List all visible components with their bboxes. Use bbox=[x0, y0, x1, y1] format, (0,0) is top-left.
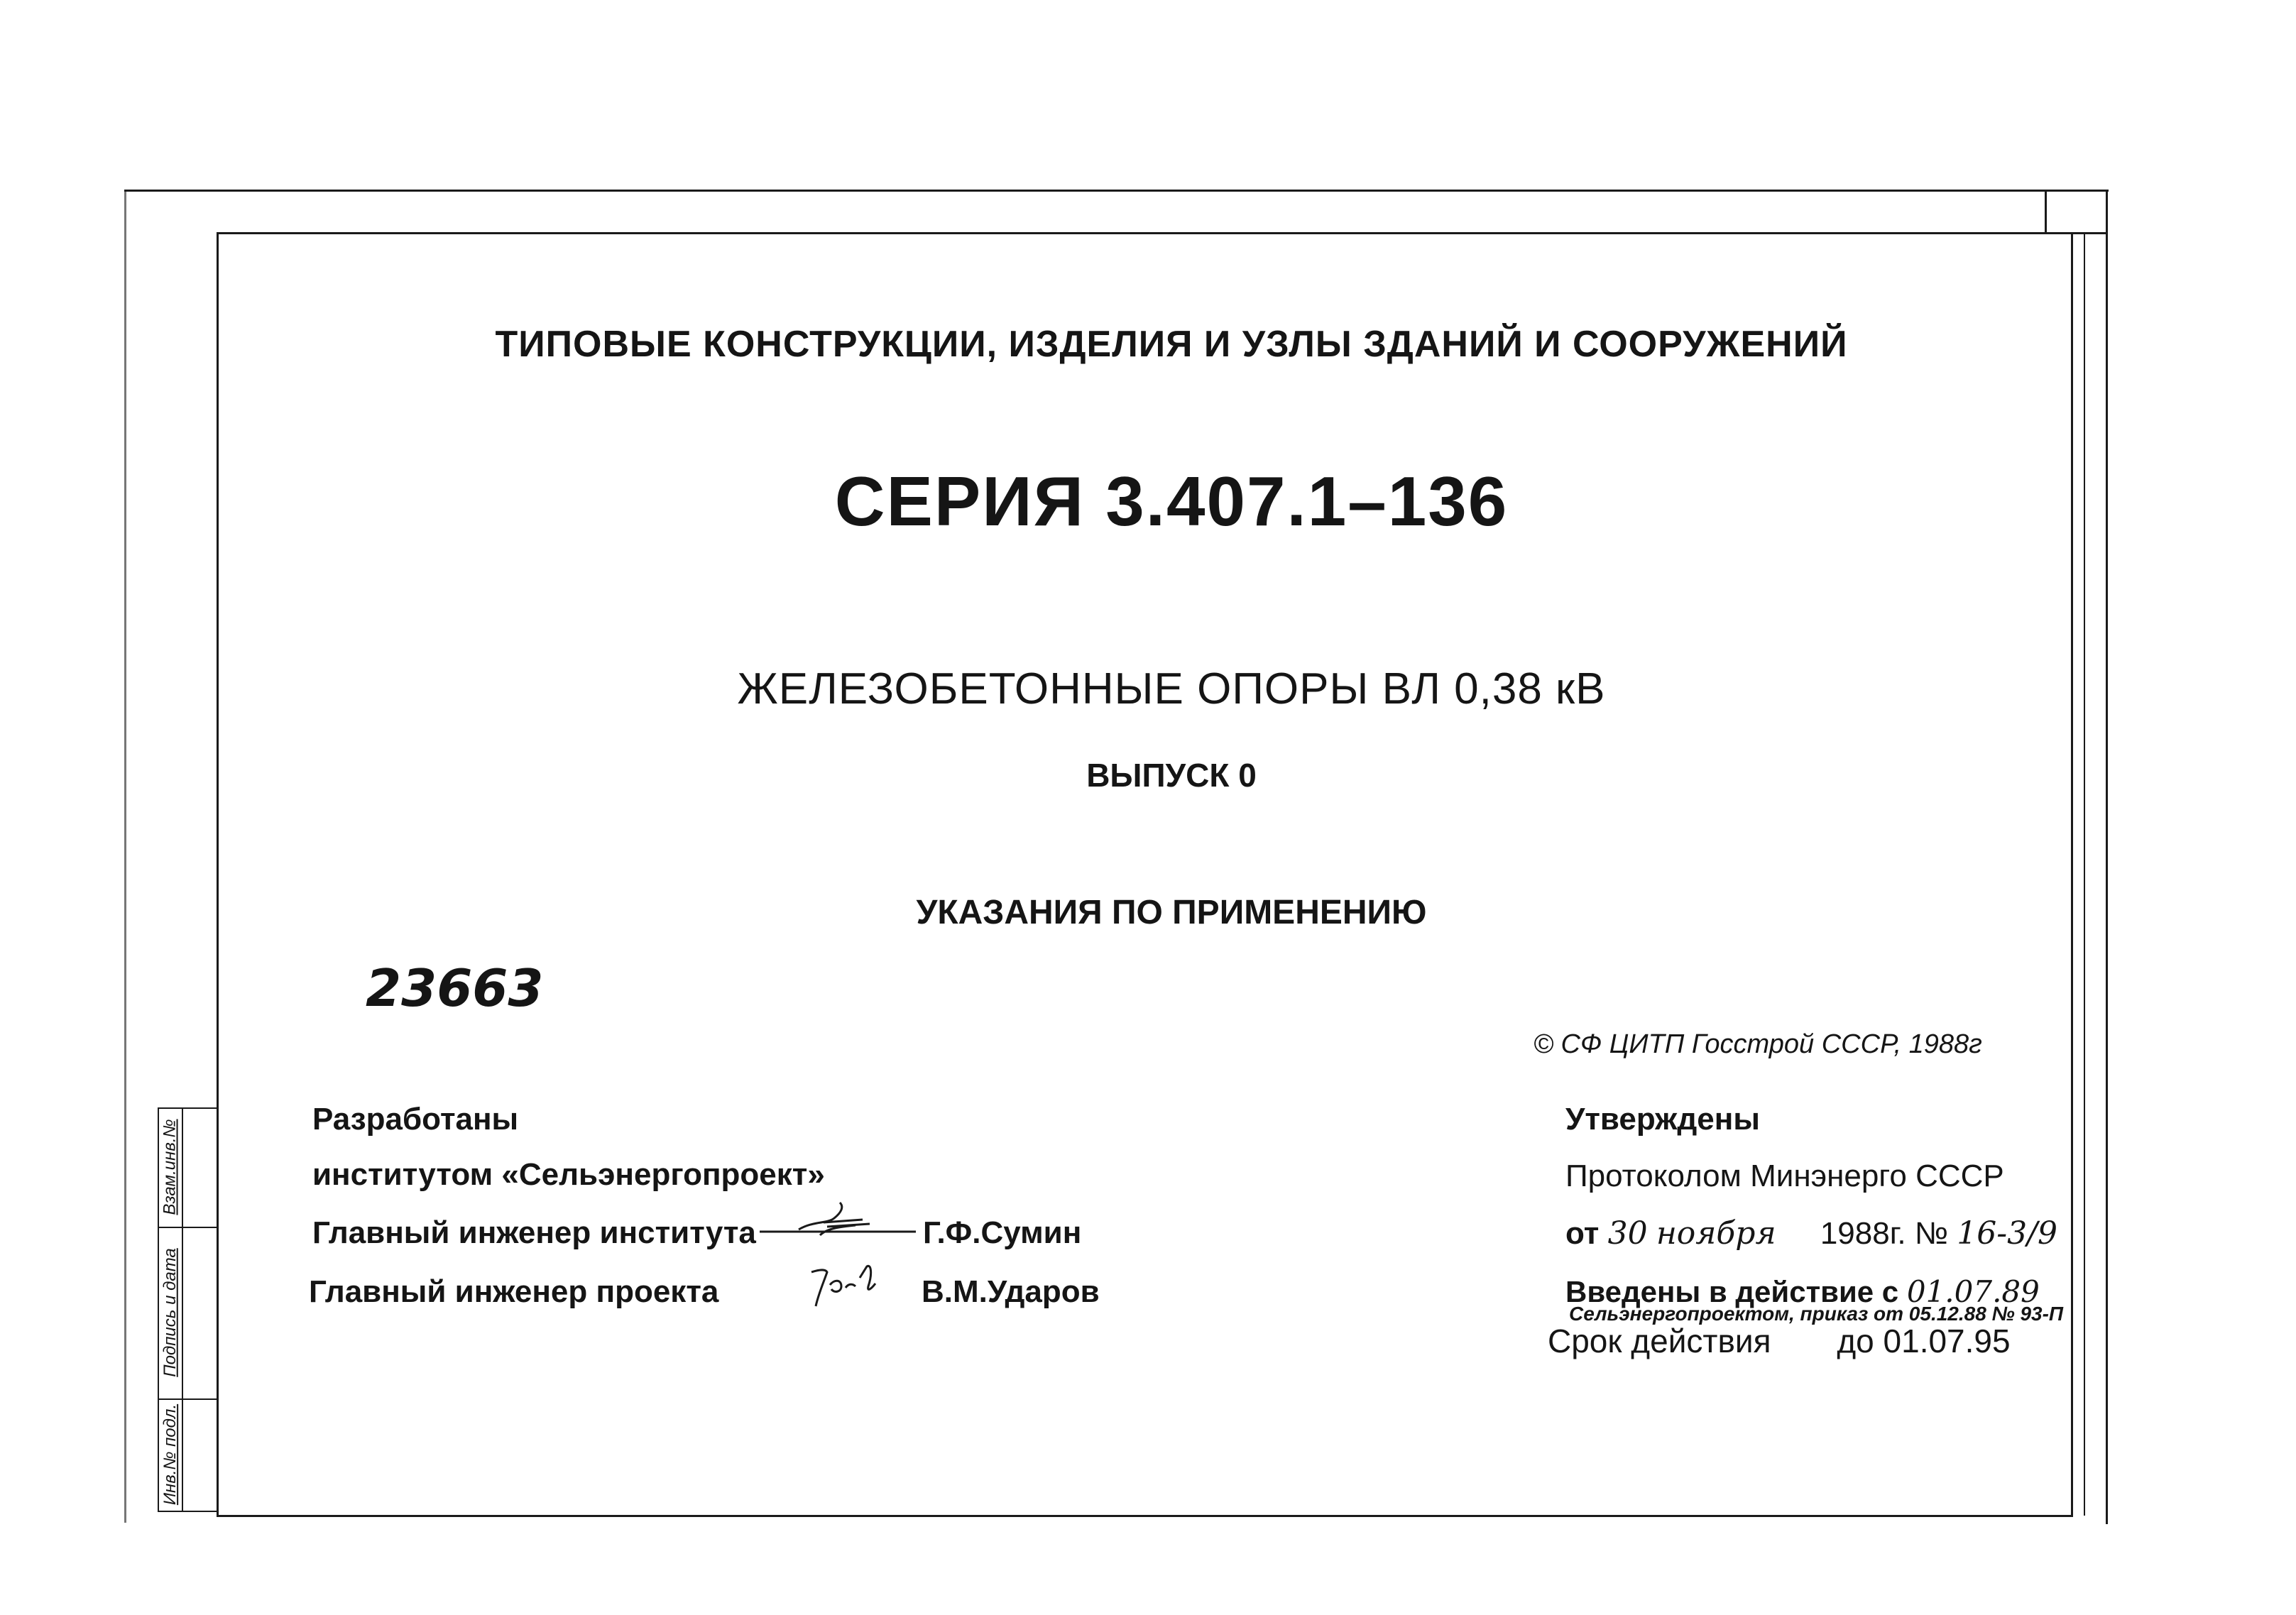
approved-date-year: 1988г. bbox=[1820, 1216, 1906, 1251]
validity-date: 01.07.95 bbox=[1883, 1323, 2011, 1359]
chief-engineer-institute-name: Г.Ф.Сумин bbox=[923, 1215, 1082, 1250]
stamp-field-signature bbox=[158, 1227, 183, 1398]
approved-protocol: Протоколом Минэнерго СССР bbox=[1565, 1159, 2004, 1193]
approved-number-prefix: № bbox=[1914, 1216, 1949, 1251]
validity-line bbox=[1548, 1322, 2011, 1360]
stamp-field-replaced-text: Взам.инв.№ bbox=[160, 1119, 180, 1215]
issue-number: ВЫПУСК 0 bbox=[1086, 757, 1257, 794]
chief-engineer-project-role: Главный инженер проекта bbox=[309, 1274, 719, 1309]
approved-number: 16-3/9 bbox=[1957, 1215, 2057, 1252]
chief-engineer-project-name: В.М.Ударов bbox=[922, 1274, 1100, 1309]
approved-date-month: ноября bbox=[1656, 1215, 1776, 1252]
effective-label: Введены в действие с bbox=[1565, 1275, 1899, 1308]
side-stamp-strip bbox=[158, 1107, 183, 1512]
inner-frame-top bbox=[217, 232, 2106, 234]
approved-date-prefix: от bbox=[1565, 1216, 1600, 1251]
approved-label: Утверждены bbox=[1565, 1102, 1760, 1137]
approved-date-day: 30 bbox=[1607, 1215, 1648, 1252]
developed-institute: институтом «Сельэнергопроект» bbox=[312, 1157, 825, 1192]
signature-udarov bbox=[806, 1257, 898, 1313]
stamp-field-signature-text: Подпись и дата bbox=[160, 1248, 180, 1377]
stamp-field-inventory bbox=[158, 1398, 183, 1511]
outer-frame-top bbox=[124, 190, 2109, 192]
inner-frame-right bbox=[2071, 234, 2073, 1516]
chief-engineer-institute-role: Главный инженер института bbox=[312, 1215, 756, 1250]
document-header: ТИПОВЫЕ КОНСТРУКЦИИ, ИЗДЕЛИЯ И УЗЛЫ ЗДАНИЙ И СООРУЖЕНИЙ bbox=[495, 324, 1848, 365]
inner-frame-right-2 bbox=[2084, 234, 2085, 1516]
approval-order: Сельэнергопроектом, приказ от 05.12.88 № 93-П bbox=[1569, 1303, 2064, 1325]
document-purpose: УКАЗАНИЯ ПО ПРИМЕНЕНИЮ bbox=[916, 894, 1427, 931]
validity-prefix: до bbox=[1837, 1323, 1874, 1359]
approved-date bbox=[1565, 1215, 2057, 1252]
inner-frame-bottom bbox=[217, 1515, 2073, 1517]
copyright-note: © СФ ЦИТП Госстрой СССР, 1988г bbox=[1534, 1029, 1982, 1059]
series-title: СЕРИЯ 3.407.1–136 bbox=[834, 462, 1509, 540]
stamp-field-inventory-text: Инв.№ подл. bbox=[160, 1403, 180, 1506]
corner-tick bbox=[2045, 190, 2047, 234]
developed-label: Разработаны bbox=[312, 1102, 519, 1137]
stamp-strip-div-4 bbox=[158, 1511, 219, 1512]
signature-sumin bbox=[756, 1193, 919, 1249]
validity-label: Срок действия bbox=[1548, 1323, 1771, 1359]
effective-date: 01.07.89 bbox=[1906, 1274, 2040, 1309]
stamp-field-replaced bbox=[158, 1107, 183, 1227]
inventory-number: 23663 bbox=[366, 958, 544, 1018]
outer-frame-left bbox=[124, 192, 126, 1523]
outer-frame-right bbox=[2106, 190, 2108, 1524]
document-subject: ЖЕЛЕЗОБЕТОННЫЕ ОПОРЫ ВЛ 0,38 кВ bbox=[737, 664, 1606, 713]
inner-frame-left bbox=[217, 232, 219, 1517]
